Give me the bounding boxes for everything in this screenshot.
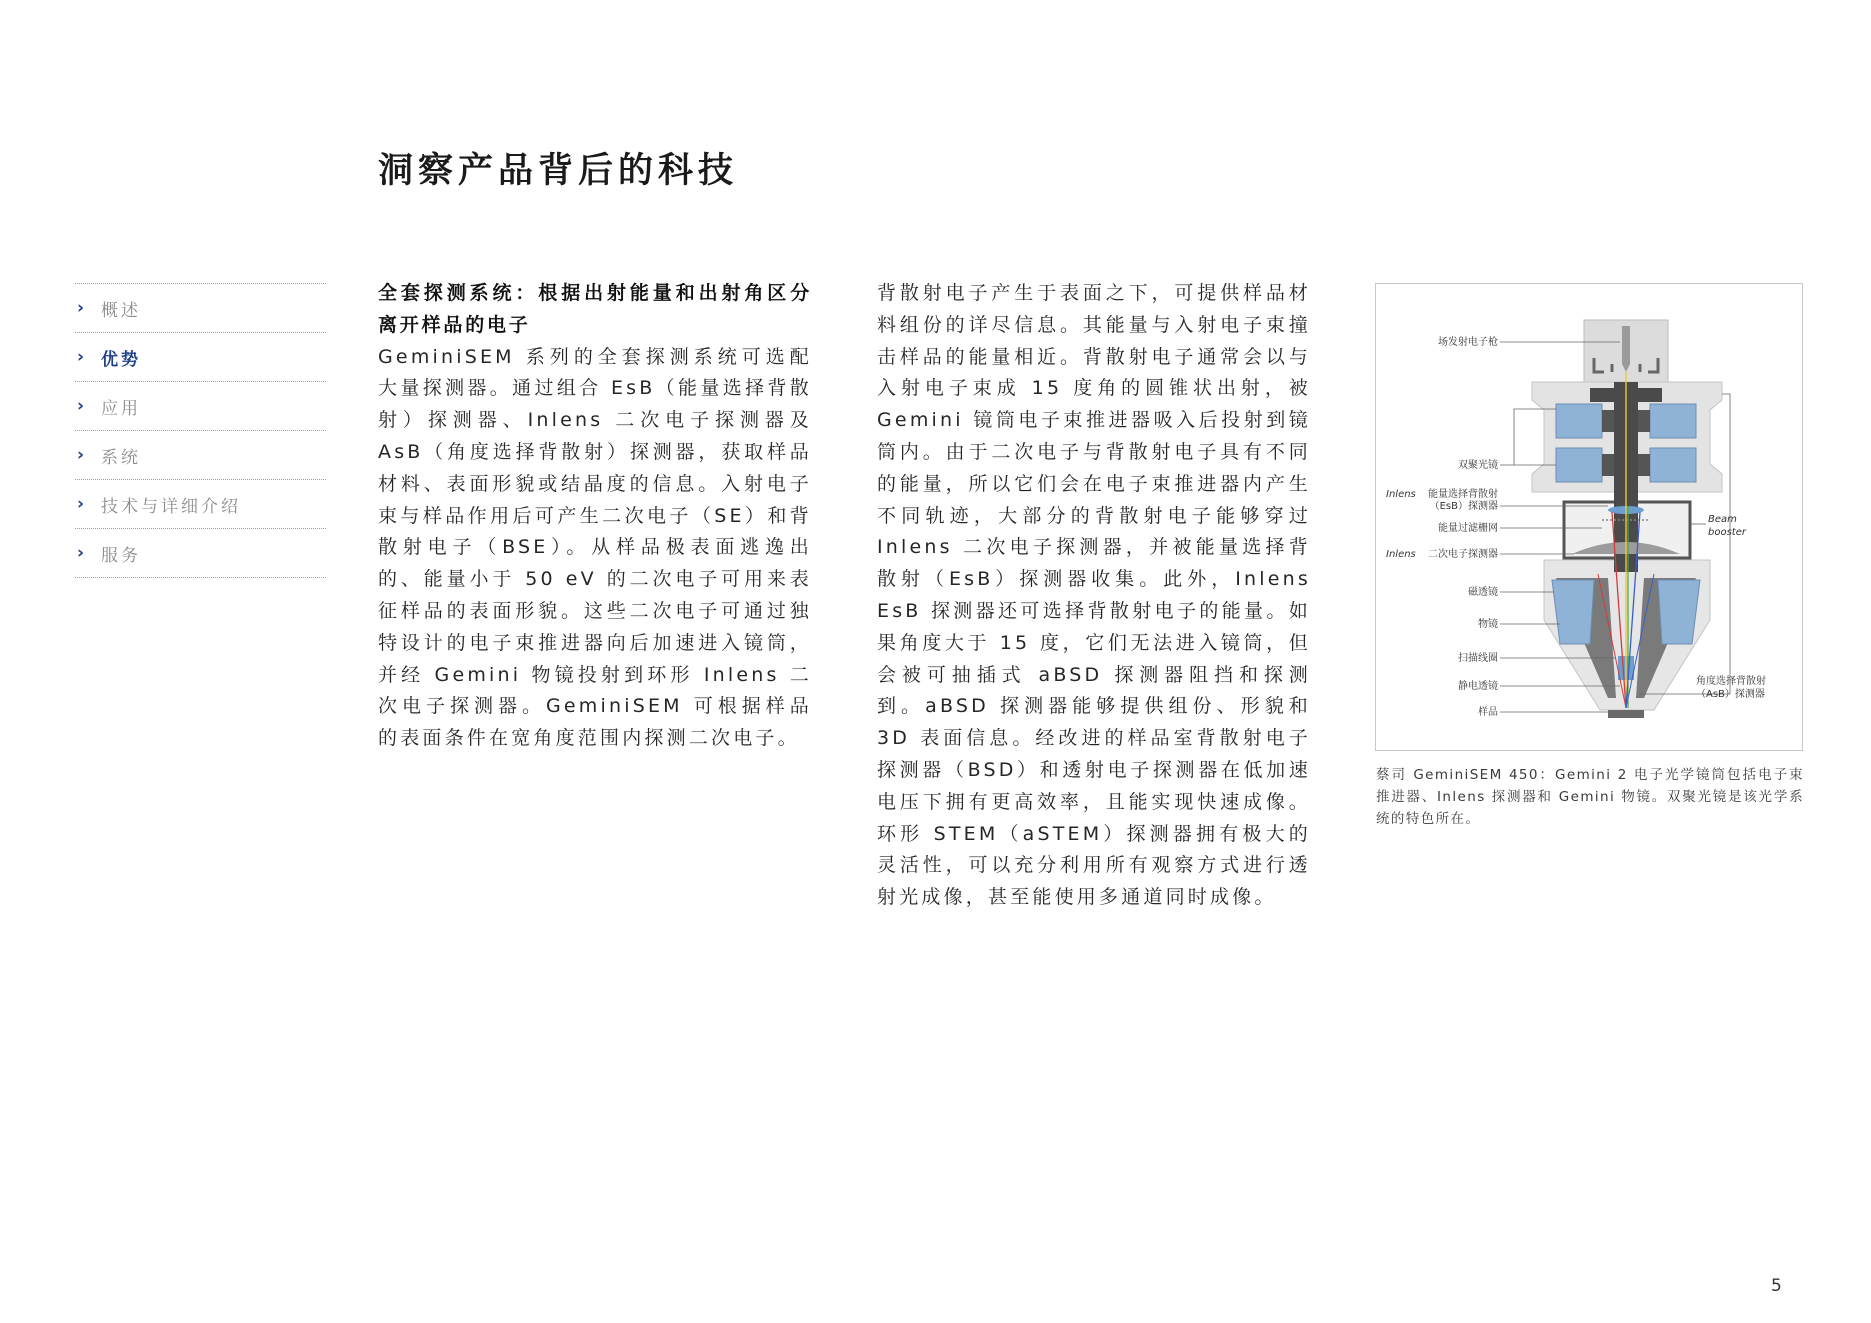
label-electrostatic-lens: 静电透镜: [1458, 681, 1498, 692]
label-inlens-esb-1: Inlens: [1386, 489, 1416, 500]
sample-stage: [1608, 710, 1644, 718]
label-asb-1: 角度选择背散射: [1696, 676, 1766, 687]
nav-item-label: 优势: [101, 349, 141, 370]
body-paragraph: 背散射电子产生于表面之下，可提供样品材料组份的详尽信息。其能量与入射电子束撞击样品的能量相近。背散射电子通常会以与入射电子束成 15 度角的圆锥状出射，被 Gemini 镜筒电子束推进器吸入后投射到镜筒内。由于二次电子与背散射电子具有不同的能量，所以它们会在电子束推进器内产生不同轨迹，大部分的背散射电子能够穿过 Inlens 二次电子探测器，并被能量选择背散射（EsB）探测器收集。此外，Inlens EsB 探测器还可选择背散射电子的能量。如果角度大于 15 度，它们无法进入镜筒，但会被可抽插式 aBSD 探测器阻挡和探测到。aBSD 探测器能够提供组份、形貌和 3D 表面信息。经改进的样品室背散射电子探测器（BSD）和透射电子探测器在低加速电压下拥有更高效率，且能实现快速成像。环形 STEM（aSTEM）探测器拥有极大的灵活性，可以充分利用所有观察方式进行透射光成像，甚至能使用多通道同时成像。: [877, 282, 1311, 909]
condenser-lens-right-upper: [1650, 404, 1696, 438]
figure-caption: 蔡司 GeminiSEM 450：Gemini 2 电子光学镜筒包括电子束推进器、Inlens 探测器和 Gemini 物镜。双聚光镜是该光学系统的特色所在。: [1376, 767, 1804, 827]
condenser-lens-left-upper: [1556, 404, 1602, 438]
nav-item-overview[interactable]: [75, 283, 326, 332]
nav-item-system[interactable]: [75, 430, 326, 479]
label-scan-coils: 扫描线圈: [1458, 653, 1498, 664]
page-number: 5: [1771, 1276, 1782, 1296]
chevron-right-icon: ›: [77, 298, 85, 318]
label-inlens-esb-2: 能量选择背散射: [1428, 489, 1498, 500]
text-column-2: [877, 278, 1311, 914]
gun-tip-icon: [1622, 326, 1630, 372]
condenser-lens-right-lower: [1650, 448, 1696, 482]
label-objective: 物镜: [1478, 619, 1498, 630]
chevron-right-icon: ›: [77, 347, 85, 367]
label-sample: 样品: [1478, 707, 1498, 718]
magnetic-lens-left: [1552, 580, 1594, 644]
label-double-condenser: 双聚光镜: [1458, 460, 1498, 471]
label-inlens-se-1: Inlens: [1386, 549, 1416, 560]
chevron-right-icon: ›: [77, 445, 85, 465]
body-paragraph: GeminiSEM 系列的全套探测系统可选配大量探测器。通过组合 EsB（能量选择背散射）探测器、Inlens 二次电子探测器及 AsB（角度选择背散射）探测器，获取样品材料、表面形貌或结晶度的信息。入射电子束与样品作用后可产生二次电子（SE）和背散射电子（BSE）。从样品极表面逃逸出的、能量小于 50 eV 的二次电子可用来表征样品的表面形貌。这些二次电子可通过独特设计的电子束推进器向后加速进入镜筒，并经 Gemini 物镜投射到环形 Inlens 二次电子探测器。GeminiSEM 可根据样品的表面条件在宽角度范围内探测二次电子。: [378, 345, 812, 750]
section-subheading: 全套探测系统：根据出射能量和出射角区分离开样品的电子: [378, 282, 812, 336]
nav-item-applications[interactable]: [75, 381, 326, 430]
nav-item-label: 系统: [101, 447, 141, 468]
nav-item-label: 应用: [101, 398, 141, 419]
nav-item-label: 概述: [101, 300, 141, 321]
gemini-column-diagram: [1376, 284, 1804, 752]
chevron-right-icon: ›: [77, 543, 85, 563]
chevron-right-icon: ›: [77, 396, 85, 416]
magnetic-lens-right: [1658, 580, 1700, 644]
label-magnetic-lens: 磁透镜: [1468, 587, 1498, 598]
label-energy-filter-grid: 能量过滤栅网: [1438, 523, 1498, 534]
label-field-emission-gun: 场发射电子枪: [1438, 337, 1498, 348]
nav-item-label: 技术与详细介绍: [101, 496, 241, 517]
gemini-column-figure: [1375, 283, 1803, 751]
nav-item-technology[interactable]: [75, 479, 326, 528]
label-beam-booster-2: booster: [1708, 527, 1746, 538]
page-title: 洞察产品背后的科技: [378, 151, 739, 191]
nav-item-service[interactable]: [75, 528, 326, 578]
condenser-lens-left-lower: [1556, 448, 1602, 482]
nav-item-label: 服务: [101, 545, 141, 566]
text-column-1: [378, 278, 812, 755]
label-inlens-esb-3: （EsB）探测器: [1429, 501, 1498, 512]
label-asb-2: （AsB）探测器: [1696, 689, 1765, 700]
label-beam-booster-1: Beam: [1708, 514, 1737, 525]
side-navigation: [75, 283, 326, 578]
label-inlens-se-2: 二次电子探测器: [1428, 549, 1498, 560]
nav-item-advantages[interactable]: [75, 332, 326, 381]
chevron-right-icon: ›: [77, 494, 85, 514]
